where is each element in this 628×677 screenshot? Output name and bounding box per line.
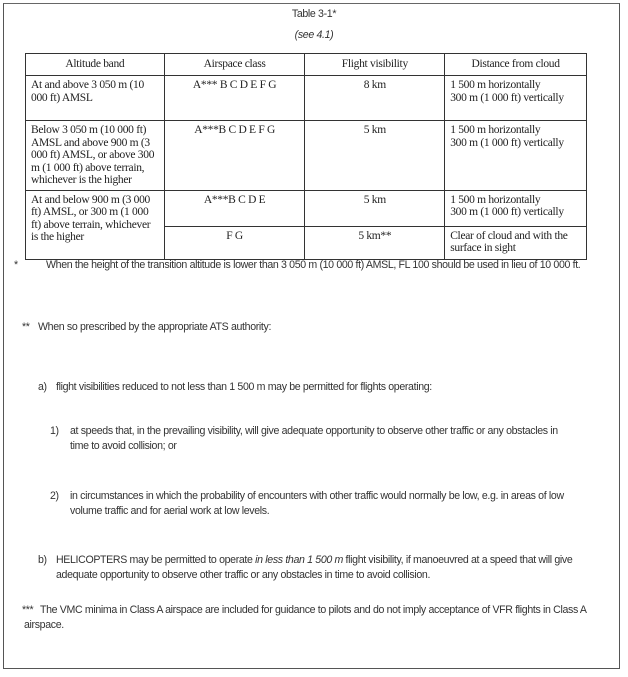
distance-vertical: 300 m (1 000 ft) vertically [450, 91, 564, 104]
item-2-marker: 2) [50, 490, 59, 502]
table-row [26, 76, 587, 121]
cell-class: A***B C D E F G [164, 121, 305, 191]
table-reference: (see 4.1) [294, 29, 334, 41]
item-a: flight visibilities reduced to not less than 1 500 m may be permitted for flights operating: [56, 381, 432, 393]
item-b [56, 553, 596, 583]
distance-vertical: 300 m (1 000 ft) vertically [450, 206, 564, 218]
distance-horizontal: 1 500 m horizontally [450, 124, 541, 136]
cell-distance [445, 121, 587, 191]
item-b-text: HELICOPTERS may be permitted to operate [56, 554, 256, 566]
cell-band: At and below 900 m (3 000 ft) AMSL, or 300 m (1 000 ft) above terrain, whichever is the higher [26, 190, 165, 259]
cell-band: Below 3 050 m (10 000 ft) AMSL and above 900 m (3 000 ft) AMSL, or above 300 m (1 000 ft) above terrain, whichever is the higher [26, 121, 165, 191]
table-title: Table 3-1* [291, 8, 337, 20]
cell-distance: Clear of cloud and with the surface in sight [445, 226, 587, 259]
item-b-text-end: flight visibility, if manoeuvred at a speed that will give adequate opportunity to observe other traffic or any obstacles in time to avoid collision. [56, 554, 573, 581]
header-airspace-class: Airspace class [164, 54, 305, 76]
distance-horizontal: 1 500 m horizontally [450, 79, 541, 91]
footnote-double-star: When so prescribed by the appropriate ATS authority: [38, 321, 272, 333]
table-row [26, 121, 587, 191]
item-1-marker: 1) [50, 425, 59, 437]
item-b-italic: in less than 1 500 m [255, 554, 343, 566]
table-header-row [26, 54, 587, 76]
header-flight-visibility: Flight visibility [305, 54, 445, 76]
footnote-triple-star: The VMC minima in Class A airspace are included for guidance to pilots and do not imply acceptance of VFR flights in Class A airspace. [24, 604, 587, 631]
table-row [26, 190, 587, 226]
header-altitude-band: Altitude band [26, 54, 165, 76]
footnote-marker-star: * [14, 259, 18, 271]
cell-distance [445, 76, 587, 121]
footnote-star: When the height of the transition altitude is lower than 3 050 m (10 000 ft) AMSL, FL 100 should be used in lieu of 10 000 ft. [46, 259, 581, 271]
cell-visibility: 5 km [305, 190, 445, 226]
item-1: at speeds that, in the prevailing visibility, will give adequate opportunity to observe other traffic or any obstacles in time to avoid collision; or [70, 425, 558, 452]
header-distance-from-cloud: Distance from cloud [445, 54, 587, 76]
cell-band: At and above 3 050 m (10 000 ft) AMSL [26, 76, 165, 121]
item-a-marker: a) [38, 381, 47, 393]
cell-visibility: 5 km [305, 121, 445, 191]
footnote-marker-triple-star: *** [22, 604, 34, 616]
cell-visibility: 8 km [305, 76, 445, 121]
footnote-marker-double-star: ** [22, 321, 30, 333]
cell-class: A***B C D E [164, 190, 305, 226]
item-2: in circumstances in which the probability of encounters with other traffic would normally be low, e.g. in areas of low volume traffic and for aerial work at low levels. [70, 490, 564, 517]
cell-visibility: 5 km** [305, 226, 445, 259]
cell-distance [445, 190, 587, 226]
cell-class: A*** B C D E F G [164, 76, 305, 121]
distance-vertical: 300 m (1 000 ft) vertically [450, 136, 564, 149]
item-b-marker: b) [38, 554, 47, 566]
distance-horizontal: 1 500 m horizontally [450, 193, 541, 206]
vmc-minima-table [25, 53, 587, 260]
cell-class: F G [164, 226, 305, 259]
